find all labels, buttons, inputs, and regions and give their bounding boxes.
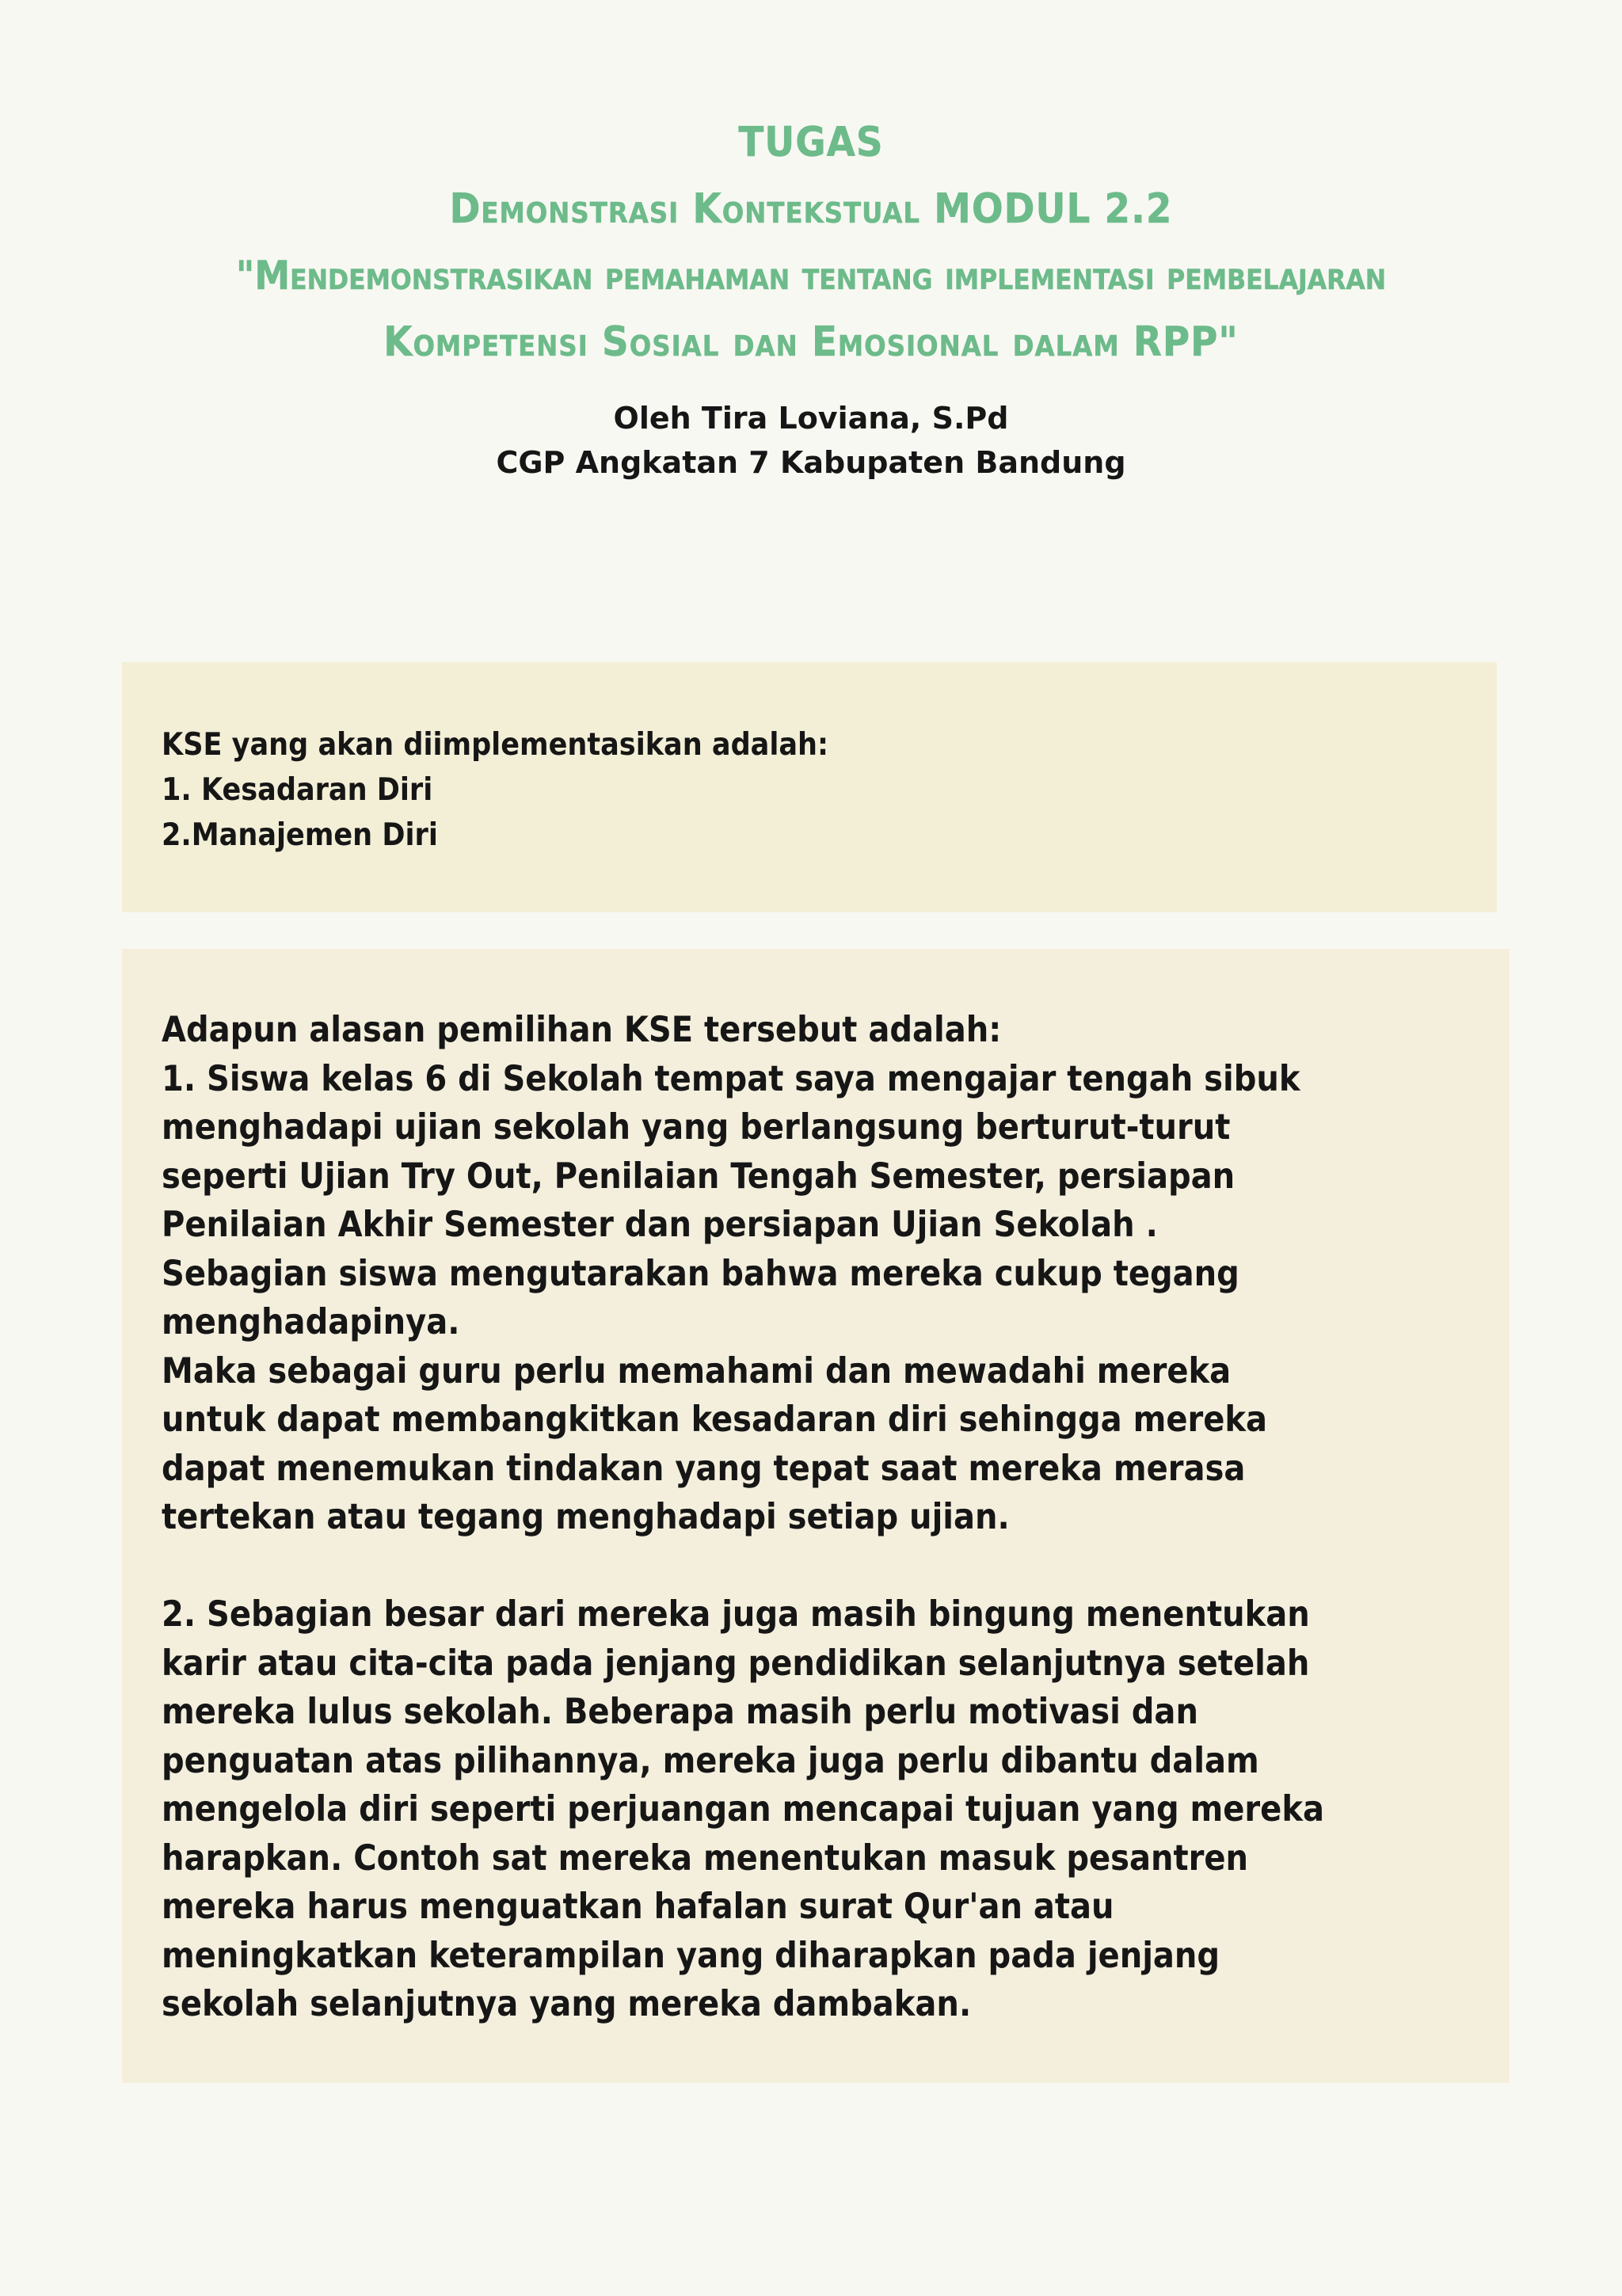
kse-list-item: 1. Kesadaran Diri xyxy=(162,772,433,808)
reason-text-line: Sebagian siswa mengutarakan bahwa mereka cukup tegang xyxy=(162,1253,1239,1294)
reason-text-line: untuk dapat membangkitkan kesadaran diri sehingga mereka xyxy=(162,1399,1268,1440)
paragraph-gap xyxy=(162,1542,1470,1591)
reason-heading: Adapun alasan pemilihan KSE tersebut adalah: xyxy=(162,1010,1002,1050)
reason-text-line: 2. Sebagian besar dari mereka juga masih bingung menentukan xyxy=(162,1594,1310,1635)
reason-text-line: 1. Siswa kelas 6 di Sekolah tempat saya mengajar tengah sibuk xyxy=(162,1058,1300,1099)
reason-text-line: seperti Ujian Try Out, Penilaian Tengah Semester, persiapan xyxy=(162,1156,1236,1197)
reason-text-line: karir atau cita-cita pada jenjang pendidikan selanjutnya setelah xyxy=(162,1643,1310,1684)
reason-text-line: sekolah selanjutnya yang mereka dambakan. xyxy=(162,1984,972,2024)
author-name: Oleh Tira Loviana, S.Pd xyxy=(613,401,1009,436)
title-line-3: "Mendemonstrasikan pemahaman tentang implementasi pembelajaran xyxy=(235,253,1387,299)
kse-list-box xyxy=(122,662,1497,912)
reason-text-line: meningkatkan keterampilan yang diharapkan pada jenjang xyxy=(162,1935,1220,1976)
kse-list-item: 2.Manajemen Diri xyxy=(162,817,438,853)
reason-text-line: mereka lulus sekolah. Beberapa masih perlu motivasi dan xyxy=(162,1692,1198,1732)
reason-box xyxy=(122,949,1510,2083)
title-line-1: TUGAS xyxy=(738,119,884,166)
reason-text-line: mereka harus menguatkan hafalan surat Qur'an atau xyxy=(162,1887,1114,1927)
author-affiliation: CGP Angkatan 7 Kabupaten Bandung xyxy=(496,445,1126,480)
document-header xyxy=(0,109,1622,485)
reason-text-line: tertekan atau tegang menghadapi setiap ujian. xyxy=(162,1497,1010,1537)
author-block xyxy=(0,396,1622,485)
title-line-4: Kompetensi Sosial dan Emosional dalam RPP" xyxy=(383,318,1239,366)
reason-text-line: menghadapi ujian sekolah yang berlangsung berturut-turut xyxy=(162,1107,1231,1148)
reason-text-line: harapkan. Contoh sat mereka menentukan masuk pesantren xyxy=(162,1837,1249,1879)
kse-list-heading: KSE yang akan diimplementasikan adalah: xyxy=(162,727,829,763)
reason-text-line: mengelola diri seperti perjuangan mencapai tujuan yang mereka xyxy=(162,1789,1324,1830)
reason-text-line: menghadapinya. xyxy=(162,1302,460,1342)
reason-text-line: Penilaian Akhir Semester dan persiapan Ujian Sekolah . xyxy=(162,1205,1158,1245)
reason-text-line: penguatan atas pilihannya, mereka juga perlu dibantu dalam xyxy=(162,1740,1259,1781)
title-line-2: Demonstrasi Kontekstual MODUL 2.2 xyxy=(449,185,1173,233)
reason-text-line: Maka sebagai guru perlu memahami dan mewadahi mereka xyxy=(162,1350,1232,1392)
reason-text-line: dapat menemukan tindakan yang tepat saat mereka merasa xyxy=(162,1448,1246,1489)
